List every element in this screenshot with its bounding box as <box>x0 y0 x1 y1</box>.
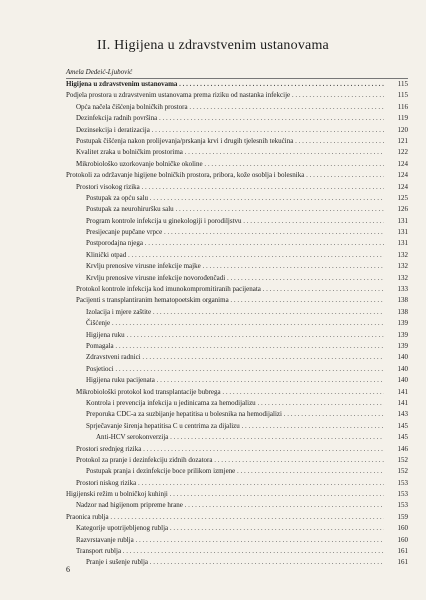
toc-entry-title: Pacijenti s transplantiranim hematopoetskim organima . . . <box>66 295 384 306</box>
toc-entry-title: Krvlju prenosive virusne infekcije novorođenčadi . . . <box>66 273 384 284</box>
toc-entry-page: 146 <box>397 444 408 453</box>
toc-entry <box>66 409 408 420</box>
toc-entry <box>66 512 408 523</box>
toc-entry-title: Kontrola i prevencija infekcija u jedinicama za hemodijalizu . . . <box>66 398 384 409</box>
toc-entry-page: 121 <box>397 136 408 145</box>
toc-entry-page: 116 <box>397 102 408 111</box>
toc-entry <box>66 432 408 443</box>
toc-entry <box>66 147 408 158</box>
toc-entry-page: 115 <box>397 91 408 100</box>
toc-entry-page: 143 <box>397 410 408 419</box>
toc-entry-page: 133 <box>397 285 408 294</box>
table-of-contents <box>66 78 408 569</box>
toc-entry <box>66 204 408 215</box>
toc-entry-page: 132 <box>397 250 408 259</box>
toc-entry-title: Anti-HCV serokonverzija . . . <box>66 432 384 443</box>
toc-entry-title: Zdravstveni radnici . . . <box>66 352 384 363</box>
toc-entry-title: Transport rublja . . . <box>66 546 384 557</box>
toc-entry-page: 152 <box>397 455 408 464</box>
toc-entry-page: 140 <box>397 376 408 385</box>
toc-entry-title: Krvlju prenosive virusne infekcije majke . . . <box>66 261 384 272</box>
toc-entry <box>66 90 408 101</box>
toc-entry-title: Kvalitet zraka u bolničkim prostorima . . . <box>66 147 384 158</box>
toc-entry-page: 126 <box>397 205 408 214</box>
toc-entry-title: Nadzor nad higijenom pripreme hrane . . . <box>66 500 384 511</box>
toc-entry <box>66 227 408 238</box>
toc-entry-page: 131 <box>397 239 408 248</box>
toc-entry <box>66 375 408 386</box>
toc-entry <box>66 535 408 546</box>
toc-entry-title: Postupak za neurohiruršku salu . . . <box>66 204 384 215</box>
toc-entry-page: 138 <box>397 307 408 316</box>
toc-entry <box>66 261 408 272</box>
toc-entry-title: Sprječavanje širenja hepatitisa C u centrima za dijalizu . . . <box>66 421 384 432</box>
toc-entry-title: Postupak za opću salu . . . <box>66 193 384 204</box>
toc-entry-title: Postupak pranja i dezinfekcije boce prilikom izmjene . . . <box>66 466 384 477</box>
toc-entry-page: 132 <box>397 262 408 271</box>
toc-entry-title: Klinički otpad . . . <box>66 250 384 261</box>
toc-entry-title: Prostori niskog rizika . . . <box>66 478 384 489</box>
toc-entry-page: 120 <box>397 125 408 134</box>
toc-entry <box>66 273 408 284</box>
toc-entry-page: 152 <box>397 467 408 476</box>
toc-entry-title: Higijena u zdravstvenim ustanovama . . . <box>66 79 384 90</box>
toc-entry-page: 139 <box>397 330 408 339</box>
toc-entry <box>66 238 408 249</box>
toc-entry-title: Protokol kontrole infekcija kod imunokompromitiranih pacijenata . . . <box>66 284 384 295</box>
toc-entry-page: 141 <box>397 398 408 407</box>
toc-entry-title: Dezinfekcija radnih površina . . . <box>66 113 384 124</box>
toc-entry <box>66 546 408 557</box>
toc-entry <box>66 159 408 170</box>
toc-entry <box>66 341 408 352</box>
toc-entry-title: Podjela prostora u zdravstvenim ustanovama prema riziku od nastanka infekcije . . . <box>66 90 384 101</box>
toc-entry-title: Presijecanje pupčane vrpce . . . <box>66 227 384 238</box>
toc-entry-title: Pranje i sušenje rublja . . . <box>66 557 384 568</box>
toc-entry-title: Prostori visokog rizika . . . <box>66 182 384 193</box>
toc-entry-title: Kategorije upotrijebljenog rublja . . . <box>66 523 384 534</box>
page-number: 6 <box>66 565 70 574</box>
toc-entry-page: 139 <box>397 341 408 350</box>
toc-entry <box>66 136 408 147</box>
toc-entry-title: Posjetioci . . . <box>66 364 384 375</box>
toc-entry <box>66 125 408 136</box>
toc-entry-title: Opća načela čišćenja bolničkih prostora . . . <box>66 102 384 113</box>
toc-entry-page: 153 <box>397 490 408 499</box>
author-name: Amela Dedeić-Ljubović <box>66 68 133 76</box>
toc-entry <box>66 444 408 455</box>
toc-entry-title: Prostori srednjeg rizika . . . <box>66 444 384 455</box>
toc-entry-page: 125 <box>397 193 408 202</box>
chapter-title: II. Higijena u zdravstvenim ustanovama <box>97 38 329 53</box>
toc-entry-title: Protokoli za održavanje higijene bolničkih prostora, pribora, kože osoblja i bolesnika . . . <box>66 170 384 181</box>
toc-entry-title: Izolacija i mjere zaštite . . . <box>66 307 384 318</box>
toc-entry-page: 124 <box>397 182 408 191</box>
toc-entry-title: Higijenski režim u bolničkoj kuhinji . . . <box>66 489 384 500</box>
toc-entry-title: Čišćenje . . . <box>66 318 384 329</box>
toc-entry-page: 141 <box>397 387 408 396</box>
toc-entry <box>66 364 408 375</box>
toc-entry <box>66 489 408 500</box>
toc-entry <box>66 352 408 363</box>
toc-entry <box>66 102 408 113</box>
toc-entry-title: Postupak čišćenja nakon prolijevanja/prskanja krvi i drugih tjelesnih tekućina . . . <box>66 136 384 147</box>
toc-entry <box>66 182 408 193</box>
toc-entry-page: 122 <box>397 148 408 157</box>
toc-entry-title: Program kontrole infekcija u ginekologiji i porodilјstvu . . . <box>66 216 384 227</box>
toc-entry-page: 145 <box>397 421 408 430</box>
toc-entry <box>66 318 408 329</box>
toc-entry-page: 140 <box>397 353 408 362</box>
toc-entry-title: Pomagala . . . <box>66 341 384 352</box>
toc-entry-page: 161 <box>397 547 408 556</box>
toc-entry <box>66 216 408 227</box>
toc-entry-page: 115 <box>397 80 408 88</box>
toc-entry <box>66 170 408 181</box>
toc-entry <box>66 500 408 511</box>
toc-entry-page: 124 <box>397 171 408 180</box>
toc-entry <box>66 193 408 204</box>
toc-entry <box>66 307 408 318</box>
toc-entry <box>66 78 408 90</box>
toc-entry-page: 159 <box>397 512 408 521</box>
toc-entry <box>66 478 408 489</box>
toc-entry-page: 145 <box>397 433 408 442</box>
toc-entry-title: Praonica rublja . . . <box>66 512 384 523</box>
toc-entry <box>66 421 408 432</box>
toc-entry <box>66 557 408 568</box>
toc-entry <box>66 466 408 477</box>
toc-entry <box>66 398 408 409</box>
toc-entry <box>66 523 408 534</box>
toc-entry-page: 131 <box>397 228 408 237</box>
toc-entry <box>66 330 408 341</box>
toc-entry-page: 153 <box>397 501 408 510</box>
toc-entry-page: 138 <box>397 296 408 305</box>
toc-entry-title: Higijena ruku . . . <box>66 330 384 341</box>
toc-entry <box>66 250 408 261</box>
toc-entry-title: Dezinsekcija i deratizacija . . . <box>66 125 384 136</box>
toc-entry-page: 119 <box>397 114 408 123</box>
toc-entry-page: 131 <box>397 216 408 225</box>
toc-entry-page: 140 <box>397 364 408 373</box>
toc-entry-page: 160 <box>397 524 408 533</box>
toc-entry-title: Postporodajna njega . . . <box>66 238 384 249</box>
toc-entry-page: 160 <box>397 535 408 544</box>
toc-entry-title: Preporuka CDC-a za suzbijanje hepatitisa u bolesnika na hemodijalizi . . . <box>66 409 384 420</box>
toc-entry <box>66 113 408 124</box>
toc-entry-title: Razvrstavanje rublja . . . <box>66 535 384 546</box>
toc-entry-title: Protokol za pranje i dezinfekciju zidnih dozatora . . . <box>66 455 384 466</box>
toc-entry <box>66 387 408 398</box>
toc-entry-page: 153 <box>397 478 408 487</box>
toc-entry-title: Mikrobiološki protokol kod transplantacije bubrega . . . <box>66 387 384 398</box>
toc-entry-page: 124 <box>397 159 408 168</box>
toc-entry-page: 132 <box>397 273 408 282</box>
toc-entry <box>66 284 408 295</box>
toc-entry-title: Higijena ruku pacijenata . . . <box>66 375 384 386</box>
toc-entry-title: Mikrobiološko uzorkovanje bolničke okoline . . . <box>66 159 384 170</box>
toc-entry <box>66 455 408 466</box>
toc-entry-page: 139 <box>397 319 408 328</box>
toc-entry-page: 161 <box>397 558 408 567</box>
toc-entry <box>66 295 408 306</box>
